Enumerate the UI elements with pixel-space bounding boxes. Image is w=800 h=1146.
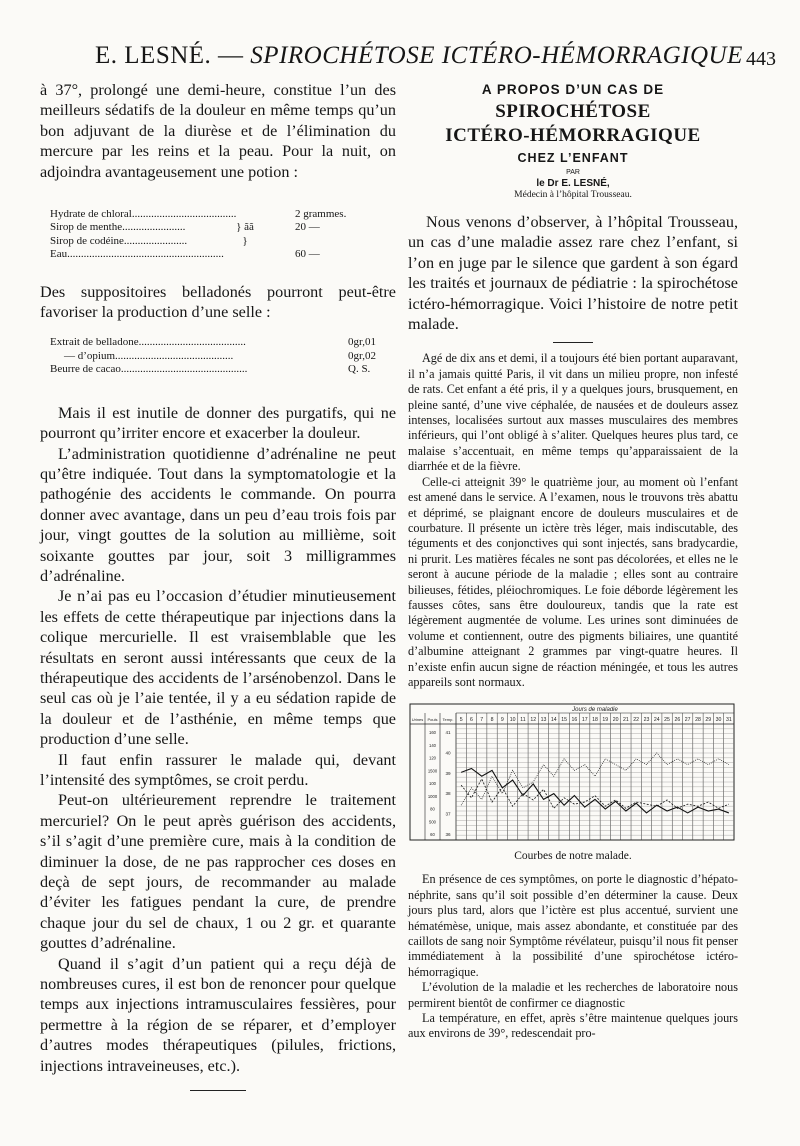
paragraph: Quand il s’agit d’un patient qui a reçu déjà de nombreuses cures, il est bon de renoncer pour quelque temps aux injections intramusculaires fessières, pour permettre à la région de se réparer, et d’employer d’autres modes thérapeutiques (pilules, frictions, injections intraveineuses, etc.). — [40, 954, 396, 1075]
chart-day-label: 30 — [715, 717, 722, 724]
chart-y-label: 120 — [429, 755, 436, 761]
running-head — [95, 42, 743, 70]
affiliation: Médecin à l’hôpital Trousseau. — [514, 190, 632, 200]
chart-day-label: 15 — [561, 717, 568, 724]
ingredient-qty: 0gr,02 — [348, 349, 376, 362]
paragraph: En présence de ces symptômes, on porte le diagnostic d’hépato-néphrite, sans qu’il soit possible d’en déterminer la cause. Deux jours plus tard, alors que l’ictère est plus accentué, survient une hématémèse, unique, mais assez abondante, et constituée par des caillots de sang noir Symptôme révélateur, puisqu’il nous fit penser immédiatement à la possibilité d’une spirochétose ictéro-hémorragique. — [408, 872, 738, 979]
chart-day-label: 14 — [550, 717, 557, 724]
prescription-suppository — [50, 336, 396, 376]
chart-day-label: 12 — [530, 717, 537, 724]
end-rule — [190, 1090, 246, 1091]
chart-series-2 — [461, 753, 729, 805]
chart-temp-label: 39 — [445, 771, 451, 777]
paragraph: L’administration quotidienne d’adrénaline ne peut qu’être indiquée. Tout dans la symptomatologie et la pathogénie des accidents le commande. On pourra donner avec avantage, dans un peu d’eau trois fois par jour, vingt gouttes de la solution au millième, soit soixante gouttes par jour, soit 3 milligrammes d’adrénaline. — [40, 444, 396, 585]
chart-y-label: 60 — [430, 832, 435, 838]
par-label: PAR — [566, 169, 580, 176]
chart-series-1 — [461, 779, 729, 809]
brace-glyph: } — [242, 234, 248, 247]
chart-day-label: 5 — [459, 717, 463, 724]
paragraph: à 37°, prolongé une demi-heure, constitue l’un des meilleurs sédatifs de la douleur en même temps qu’un bon adjuvant de la diurèse et de l’élimination du mercure par les reins et la peau. Pour la nuit, on adjoindra avantageusement une potion : — [40, 81, 396, 181]
chart-col-header: Temp. — [442, 717, 454, 723]
chart-day-label: 29 — [705, 717, 712, 724]
chart-day-label: 8 — [490, 717, 494, 724]
ingredient-qty: Q. S. — [348, 363, 371, 376]
paragraph: Des suppositoires belladonés pourront peut-être favoriser la production d’une selle : — [40, 282, 396, 322]
chart-day-label: 19 — [602, 717, 609, 724]
paragraph: Je n’ai pas eu l’occasion d’étudier minutieusement les effets de cette thérapeutique par injections dans la colique mercurielle. Il est vraisemblable que les résultats en seront aussi intéressants que ceux de la thérapeutique des accidents de l’arsénobenzol. Dans le seul cas où je l’aie tentée, il y a eu sédation rapide de la douleur et de l’asthénie, en même temps que production d’une selle. — [40, 587, 396, 749]
article-title-line3: ICTÉRO-HÉMORRAGIQUE — [445, 125, 701, 146]
chart-day-label: 18 — [592, 717, 598, 724]
chart-temp-label: 36 — [445, 832, 451, 838]
aa-label: ãã — [244, 221, 254, 234]
chart-day-label: 16 — [571, 717, 578, 724]
paragraph: L’évolution de la maladie et les recherches de laboratoire nous permirent bientôt de confirmer ce diagnostic — [408, 980, 738, 1010]
chart-y-label: 80 — [430, 806, 435, 812]
temperature-chart — [408, 702, 738, 842]
separator — [553, 342, 593, 343]
running-head-dash: — — [218, 42, 244, 69]
prescription-line — [50, 336, 396, 349]
chart-day-label: 26 — [674, 717, 681, 724]
chart-day-label: 20 — [612, 717, 619, 724]
chart-title: Jours de maladie — [572, 707, 618, 714]
page-header — [40, 40, 776, 70]
ingredient-qty: 60 — — [295, 248, 320, 261]
chart-day-label: 22 — [633, 717, 640, 724]
chart-y-label: 500 — [429, 819, 436, 825]
running-head-title: SPIROCHÉTOSE ICTÉRO-HÉMORRAGIQUE — [250, 42, 743, 69]
ingredient-name: Sirop de menthe....................... — [50, 221, 186, 234]
chart-day-label: 13 — [540, 717, 547, 724]
chart-day-label: 11 — [520, 717, 526, 724]
prescription-line — [50, 363, 396, 376]
chart-col-header: Urines — [411, 717, 424, 723]
prescription-line — [50, 208, 396, 221]
paragraph: Mais il est inutile de donner des purgatifs, qui ne pourront qu’irriter encore et exacerber la douleur. — [40, 403, 396, 443]
chart-temp-label: 38 — [445, 791, 451, 797]
paragraph: Il faut enfin rassurer le malade qui, devant l’intensité des symptômes, se croit perdu. — [40, 750, 396, 789]
chart-temp-label: 40 — [445, 750, 451, 756]
chart-day-label: 17 — [581, 717, 588, 724]
chart-temp-label: 37 — [445, 811, 451, 817]
chart-day-label: 27 — [684, 717, 691, 724]
chart-y-label: 1000 — [427, 794, 438, 800]
chart-day-label: 21 — [622, 717, 629, 724]
page-number: 443 — [746, 48, 776, 70]
chart-frame — [410, 704, 734, 840]
article-title-line4: CHEZ L’ENFANT — [517, 151, 629, 165]
chart-temp-label: 41 — [445, 730, 451, 736]
chart-day-label: 10 — [509, 717, 516, 724]
aa-marker: } ãã — [236, 221, 254, 234]
chart-day-label: 7 — [480, 717, 484, 724]
prescription-line — [50, 350, 396, 363]
right-column — [408, 80, 738, 1042]
ingredient-qty: 0gr,01 — [348, 336, 376, 349]
article-title-line1: A PROPOS D’UN CAS DE — [481, 82, 665, 97]
chart-day-label: 28 — [695, 717, 701, 724]
chart-col-header: Pouls — [427, 717, 438, 723]
chart-day-label: 23 — [643, 717, 650, 724]
ingredient-qty: 2 grammes. — [295, 208, 347, 221]
paragraph: Peut-on ultérieurement reprendre le traitement mercuriel? On le peut après guérison des accidents, s’il s’agit d’une première cure, mais à la condition de diminuer la dose, de ne pas rapprocher ces doses en deçà de sept jours, de recommander au malade d’éviter les fatigues pendant la cure, de prendre chaque jour du sel de chaux, 1 ou 2 gr. et quarante gouttes d’adrénaline. — [40, 791, 396, 953]
chart-caption: Courbes de notre malade. — [514, 850, 632, 863]
chart-day-label: 6 — [469, 717, 473, 724]
intro-paragraph: Nous venons d’observer, à l’hôpital Trousseau, un cas d’une maladie assez rare chez l’enfant, si l’on en juge par le silence que gardent à son égard les traités et journaux de pédiatrie : la spirochétose ictéro-hémorragique. Voici l’histoire de notre petit malade. — [408, 213, 738, 334]
chart-day-label: 24 — [653, 717, 660, 724]
chart-y-label: 160 — [429, 730, 436, 736]
prescription-line — [50, 248, 396, 261]
ingredient-name: Hydrate de chloral...................................... — [50, 208, 237, 221]
ingredient-name: Beurre de cacao.............................................. — [50, 363, 248, 376]
prescription-line — [50, 221, 396, 234]
chart-day-label: 9 — [500, 717, 504, 724]
paragraph: La température, en effet, après s’être maintenue quelques jours aux environs de 39°, redescendait pro- — [408, 1011, 738, 1041]
ingredient-name: Extrait de belladone....................................... — [50, 336, 246, 349]
ingredient-name: Sirop de codéine....................... — [50, 234, 188, 247]
paragraph: Celle-ci atteignit 39° le quatrième jour, au moment où l’enfant est amené dans le service. A l’examen, nous le trouvons très abattu et déprimé, se plaignant encore de douleurs musculaires et de courbature. Il présente un ictère très léger, mais indiscutable, des téguments et des conjonctives qui sont injectés, sans bradycardie, ni prurit. Les matières fécales ne sont pas décolorées, et elles ne le seront à aucune période de la maladie ; elles sont au contraire bilieuses, fétides, pléiochromiques. Le foie déborde légèrement les fausses côtes, sans être douloureux, tandis que la rate est légèrement augmentée de volume. Les urines sont diminuées de volume et contiennent, outre des pigments biliaires, une quantité d’albumine atteignant 2 grammes par vingt-quatre heures. Il n’existe enfin aucun signe de réaction méningée, et tous les autres appareils sont normaux. — [408, 474, 738, 689]
ingredient-name: Eau......................................................... — [50, 248, 224, 261]
chart-y-label: 140 — [429, 743, 436, 749]
prescription-potion — [50, 208, 396, 262]
article-title-line2: SPIROCHÉTOSE — [495, 101, 651, 122]
ingredient-name: — d’opium........................................... — [64, 349, 234, 362]
chart-y-label: 1500 — [427, 768, 438, 774]
byline: le Dr E. LESNÉ, — [536, 178, 610, 189]
prescription-line — [50, 235, 396, 248]
paragraph: Agé de dix ans et demi, il a toujours été bien portant auparavant, il n’a jamais quitté Paris, il vit dans un milieu propre, non infesté de rats. Cet enfant a été pris, il y a quelques jours, brusquement, en pleine santé, d’une vive céphalée, de nausées et de douleurs assez intenses, localisées surtout aux masses musculaires des membres inférieurs, qui l’ont obligé à s’aliter. Quelques heures plus tard, ce malaise s’accentuait, en même temps qu’apparaissaient de la diarrhée et de la fièvre. — [408, 351, 738, 474]
chart-y-label: 100 — [429, 781, 436, 787]
chart-day-label: 31 — [725, 717, 732, 724]
chart-day-label: 25 — [664, 717, 670, 724]
running-head-author: E. LESNÉ. — [95, 42, 212, 69]
ingredient-qty: 20 — — [295, 221, 320, 234]
ingredient-qty — [265, 235, 335, 248]
left-column — [40, 80, 396, 1091]
